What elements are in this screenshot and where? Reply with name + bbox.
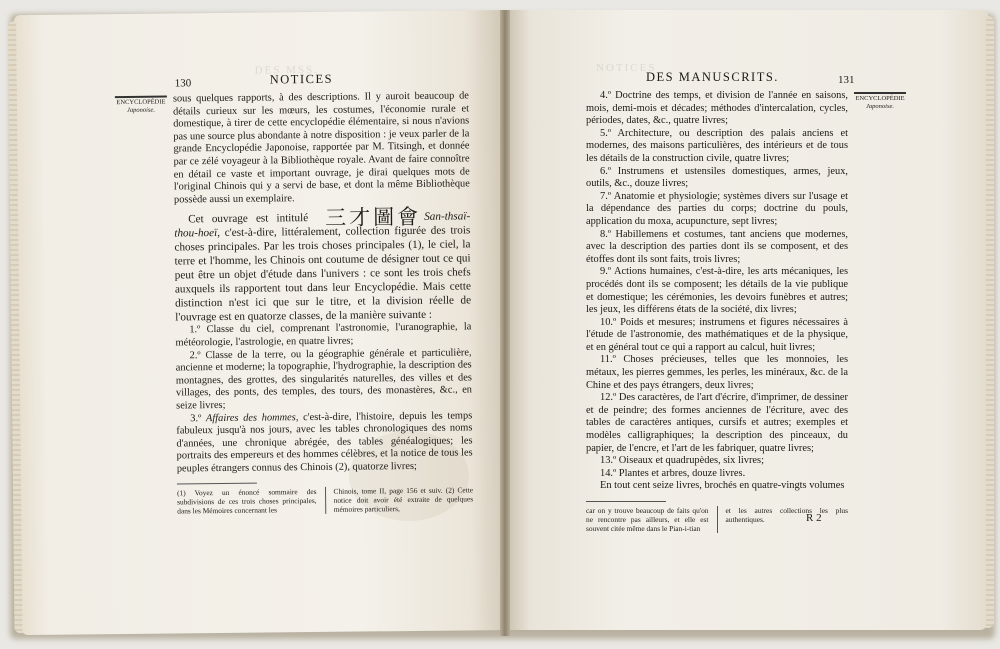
signature-mark: R 2 [806,512,822,524]
total-line: En tout cent seize livres, brochés en quatre-vingts volumes [600,480,845,492]
right-body [586,90,848,533]
show-through-text: DES MSS. [254,63,319,77]
footnote-divider [324,487,325,514]
list-item: 4.º Doctrine des temps, et division de l'année en saisons, mois, demi-mois et décades; méthodes d'intercalation, cycles, périodes, dates, &c., quatre livres; [586,90,848,127]
italic-term: Affaires des hommes [205,411,296,424]
text-span: , c'est-à-dire, littéralement, collection figurée des trois choses principales. Par les trois choses principales (1), le ciel, la terre et l'homme, les Chinois ont coutume de désigner tout ce qui peut être un objet d'étude dans l'univers : ce sont les trois chefs auxquels ils rapportent tout dans leur Encyclopédie. Mais cette distinction n'est ici que sur le titre, et la division réelle de l'ouvrage est en quatorze classes, de la manière suivante : [174,224,472,324]
margin-tag-sub: Japonoise. [866,103,894,110]
chinese-title: 三才圖會 [325,205,422,231]
footnote-rule [586,501,666,502]
margin-tag [115,96,167,116]
list-item: 12.º Des caractères, de l'art d'écrire, d'imprimer, de dessiner et de peindre; des formes anciennes de l'écriture, avec des tables de caractères antiques, cursifs et autres; exemples et modèles calligraphiques; la description des pinceaux, du papier, de l'encre, et l'art de les fabriquer, quatre livres; [586,392,848,454]
footnote: (1) Voyez un énoncé sommaire des subdivisions de ces trois choses principales, dans les Mémoires concernant les [176,487,317,516]
list-item: 1.º Classe du ciel, comprenant l'astronomie, l'uranographie, la météorologie, l'astrologie, en quatre livres; [175,321,472,349]
list-item: 11.º Choses précieuses, telles que les monnoies, les métaux, les pierres gemmes, les perles, les minéraux, &c. de la Chine et des pays étrangers, deux livres; [586,354,848,391]
left-page [14,10,510,635]
footnote: Chinois, tome II, page 156 et suiv. (2) Cette notice doit avoir été extraite de quelques mémoires particuliers, [333,485,474,515]
margin-tag-main: ENCYCLOPÉDIE [116,98,166,107]
right-page [506,10,988,630]
list-item: 7.º Anatomie et physiologie; systèmes divers sur l'usage et la dépendance des parties du corps; doctrine du pouls, application du moxa, acupuncture, sept livres; [586,190,848,227]
show-through-text: NOTICES [596,62,657,74]
margin-tag-main: ENCYCLOPÉDIE [855,95,905,102]
list-item: 8.º Habillemens et costumes, tant anciens que modernes, avec la description des parties dont ils se composent, et des étoffes dont ils sont faits, trois livres; [586,228,848,265]
right-page-edges [986,16,994,628]
text-span: 3.º [190,412,202,424]
book-gutter [500,10,510,636]
list-item: 10.º Poids et mesures; instrumens et figures nécessaires à l'étude de l'astronomie, des mathématiques et de la physique, et en général tout ce qui a rapport au calcul, huit livres; [586,316,848,353]
footnotes [177,486,473,516]
list-item: 14.º Plantes et arbres, douze livres. [600,467,746,479]
footnote-divider [717,506,718,533]
footnote-rule [177,483,257,485]
roman-title: San-thsaï-thou-hoeï [174,210,471,240]
text-span: Cet ouvrage est intitulé [188,212,309,226]
left-body [173,90,473,516]
page-number: 130 [174,77,192,90]
list-item: 6.º Instrumens et ustensiles domestiques, armes, jeux, outils, &c., douze livres; [586,165,848,190]
list-item: 9.º Actions humaines, c'est-à-dire, les arts mécaniques, les procédés dont ils se composent; les détails de la vie publique et domestique; les cérémonies, les devoirs funèbres et autres; les jeux, les différens états de la société, dix livres; [586,266,848,316]
margin-tag-sub: Japonoise. [126,106,156,114]
margin-tag [854,92,906,111]
footnote: car on y trouve beaucoup de faits qu'on ne rencontre pas ailleurs, et elle est souvent citée même dans le Pian-i-tian [586,506,709,533]
footnote: et les autres collections les plus authentiques. [725,506,848,524]
list-item: 2.º Classe de la terre, ou la géographie générale et particulière, ancienne et moderne; la topographie, l'hydrographie, la description des montagnes, des grottes, des singularités naturelles, des villes et des villages, des ponts, des temples, des tours, des monastères, &c., en seize livres; [175,346,473,412]
running-head: NOTICES [269,71,334,87]
paragraph-title [174,205,472,325]
text-span: , c'est-à-dire, l'histoire, depuis les temps fabuleux jusqu'à nos jours, avec les tables chronologiques des noms d'années, une chronique abrégée, des tables généalogiques; les portraits des empereurs et des hommes célèbres, et la notice de tous les peuples étrangers connus des Chinois (2), quatorze livres; [176,409,473,475]
list-item: 13.º Oiseaux et quadrupèdes, six livres; [600,455,764,467]
list-item [176,410,473,476]
open-book [14,10,990,636]
running-head: DES MANUSCRITS. [646,70,779,84]
page-number: 131 [838,74,855,86]
paragraph: sous quelques rapports, à des descriptions. Il y auroit beaucoup de détails curieux sur les mœurs, les costumes, l'économie rurale et domestique, à tirer de cette encyclopédie élémentaire, si nous n'avions pas une source plus abondante à notre disposition : je veux parler de la grande Encyclopédie Japonoise, rapportée par M. Titsingh, et donnée par ce zélé voyageur à la Bibliothèque royale. Avant de faire connoître en détail ce vaste et important ouvrage, je dirai quelques mots de l'original Chinois qui y a servi de base, et dont la même Bibliothèque possède aussi un exemplaire. [172,90,470,206]
list-item: 5.º Architecture, ou description des palais anciens et modernes, des maisons particulières, des intérieurs et de tous les détails de la construction civile, quatre livres; [586,127,848,164]
